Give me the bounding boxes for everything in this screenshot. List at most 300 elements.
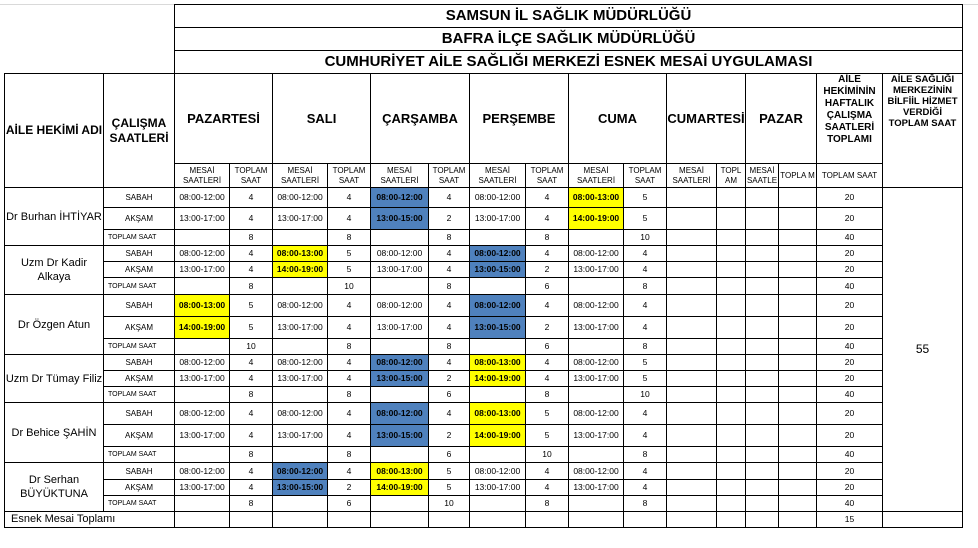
empty-weekend-cell — [717, 403, 746, 425]
empty-weekend-cell — [667, 188, 717, 208]
doctor-name: Dr Özgen Atun — [5, 295, 104, 355]
empty-weekend-cell — [717, 355, 746, 371]
empty-weekend-cell — [667, 480, 717, 496]
shift-hours-cell: 5 — [526, 403, 569, 425]
empty-weekend-cell — [717, 188, 746, 208]
day-header-saturday: CUMARTESİ — [667, 74, 746, 164]
empty-weekend-cell — [779, 463, 817, 480]
doctor-name: Dr Behice ŞAHİN — [5, 403, 104, 463]
weekly-hours-cell: 20 — [817, 463, 883, 480]
weekly-hours-cell: 20 — [817, 295, 883, 317]
doctor-column-header: AİLE HEKİMİ ADI — [5, 74, 104, 188]
empty-weekend-cell — [717, 371, 746, 387]
empty-cell — [470, 496, 526, 512]
shift-time-cell: 13:00-17:00 — [175, 262, 230, 278]
subheader-mesai: MESAİ SAATLERİ — [470, 164, 526, 188]
empty-cell — [429, 512, 470, 528]
shift-hours-cell: 4 — [230, 208, 273, 230]
empty-cell — [273, 447, 328, 463]
empty-weekend-cell — [746, 278, 779, 295]
shift-time-cell: 08:00-13:00 — [470, 403, 526, 425]
subheader-mesai: MESAİ SAATLERİ — [371, 164, 429, 188]
shift-time-cell: 13:00-17:00 — [470, 480, 526, 496]
shift-time-cell: 14:00-19:00 — [470, 425, 526, 447]
empty-weekend-cell — [779, 262, 817, 278]
daily-total-cell: 6 — [526, 339, 569, 355]
shift-time-cell: 14:00-19:00 — [470, 371, 526, 387]
empty-weekend-cell — [779, 317, 817, 339]
empty-cell — [526, 512, 569, 528]
shift-time-cell: 08:00-12:00 — [273, 295, 328, 317]
shift-time-cell: 08:00-13:00 — [175, 295, 230, 317]
daily-total-cell: 8 — [526, 496, 569, 512]
shift-hours-cell: 4 — [526, 480, 569, 496]
shift-label-evening: AKŞAM — [104, 425, 175, 447]
shift-time-cell: 13:00-17:00 — [273, 425, 328, 447]
weekly-total-cell: 40 — [817, 496, 883, 512]
title-line-2: BAFRA İLÇE SAĞLIK MÜDÜRLÜĞÜ — [175, 28, 963, 51]
daily-total-cell: 8 — [328, 387, 371, 403]
empty-weekend-cell — [667, 295, 717, 317]
daily-total-cell: 8 — [526, 230, 569, 246]
weekly-total-header: AİLE HEKİMİNİN HAFTALIK ÇALIŞMA SAATLERİ TOPLAMI — [817, 74, 883, 164]
daily-total-cell: 10 — [624, 230, 667, 246]
empty-weekend-cell — [717, 480, 746, 496]
daily-total-cell: 8 — [230, 278, 273, 295]
shift-time-cell: 14:00-19:00 — [371, 480, 429, 496]
empty-weekend-cell — [746, 480, 779, 496]
shift-time-cell: 08:00-13:00 — [470, 355, 526, 371]
empty-cell — [371, 512, 429, 528]
daily-total-cell: 10 — [328, 278, 371, 295]
subheader-toplam: TOPLAM SAAT — [526, 164, 569, 188]
weekly-total-cell: 40 — [817, 230, 883, 246]
empty-weekend-cell — [667, 278, 717, 295]
empty-cell — [569, 387, 624, 403]
empty-weekend-cell — [717, 246, 746, 262]
shift-time-cell: 08:00-12:00 — [569, 355, 624, 371]
empty-cell — [569, 496, 624, 512]
shift-hours-cell: 4 — [230, 425, 273, 447]
empty-cell — [175, 447, 230, 463]
daily-total-cell: 8 — [230, 496, 273, 512]
shift-hours-cell: 4 — [624, 480, 667, 496]
empty-weekend-cell — [717, 387, 746, 403]
day-header-wednesday: ÇARŞAMBA — [371, 74, 470, 164]
empty-weekend-cell — [746, 339, 779, 355]
empty-cell — [371, 387, 429, 403]
shift-hours-cell: 5 — [328, 246, 371, 262]
weekly-total-cell: 40 — [817, 339, 883, 355]
shift-hours-cell: 4 — [328, 208, 371, 230]
daily-total-cell: 10 — [624, 387, 667, 403]
shift-hours-cell: 4 — [230, 246, 273, 262]
daily-total-label: TOPLAM SAAT — [104, 339, 175, 355]
shift-hours-cell: 5 — [328, 262, 371, 278]
shift-label-morning: SABAH — [104, 463, 175, 480]
shift-hours-cell: 5 — [230, 317, 273, 339]
schedule-table — [4, 4, 963, 528]
empty-weekend-cell — [746, 425, 779, 447]
subheader-toplam: TOPLA M — [779, 164, 817, 188]
empty-weekend-cell — [779, 387, 817, 403]
shift-label-morning: SABAH — [104, 403, 175, 425]
shift-label-evening: AKŞAM — [104, 480, 175, 496]
empty-weekend-cell — [667, 208, 717, 230]
daily-total-cell: 8 — [230, 447, 273, 463]
shift-hours-cell: 5 — [624, 188, 667, 208]
shift-hours-cell: 4 — [429, 295, 470, 317]
shift-hours-cell: 4 — [526, 246, 569, 262]
daily-total-cell: 8 — [624, 496, 667, 512]
day-header-monday: PAZARTESİ — [175, 74, 273, 164]
shift-time-cell: 13:00-17:00 — [175, 480, 230, 496]
empty-weekend-cell — [746, 317, 779, 339]
weekly-hours-cell: 20 — [817, 480, 883, 496]
flex-hours-total-label: Esnek Mesai Toplamı — [5, 512, 175, 528]
shift-hours-cell: 4 — [526, 208, 569, 230]
empty-cell — [175, 496, 230, 512]
empty-weekend-cell — [717, 208, 746, 230]
empty-weekend-cell — [667, 387, 717, 403]
shift-hours-cell: 4 — [624, 262, 667, 278]
title-line-3: CUMHURİYET AİLE SAĞLIĞI MERKEZİ ESNEK MESAİ UYGULAMASI — [175, 51, 963, 74]
shift-hours-cell: 4 — [328, 295, 371, 317]
empty-weekend-cell — [746, 230, 779, 246]
empty-weekend-cell — [779, 496, 817, 512]
daily-total-cell: 10 — [526, 447, 569, 463]
empty-cell — [273, 496, 328, 512]
shift-time-cell: 08:00-12:00 — [175, 246, 230, 262]
shift-time-cell: 13:00-17:00 — [175, 371, 230, 387]
shift-hours-cell: 4 — [429, 246, 470, 262]
daily-total-cell: 8 — [328, 339, 371, 355]
daily-total-cell: 6 — [429, 447, 470, 463]
empty-weekend-cell — [667, 371, 717, 387]
shift-label-morning: SABAH — [104, 295, 175, 317]
shift-hours-cell: 5 — [230, 295, 273, 317]
empty-weekend-cell — [717, 447, 746, 463]
subheader-mesai: MESAİ SAATLERİ — [175, 164, 230, 188]
empty-cell — [371, 278, 429, 295]
subheader-mesai: MESAİ SAATLERİ — [273, 164, 328, 188]
shift-hours-cell: 4 — [429, 355, 470, 371]
shift-time-cell: 08:00-12:00 — [371, 246, 429, 262]
shift-hours-cell: 4 — [328, 463, 371, 480]
day-header-thursday: PERŞEMBE — [470, 74, 569, 164]
shift-time-cell: 08:00-12:00 — [470, 188, 526, 208]
shift-time-cell: 13:00-17:00 — [569, 262, 624, 278]
shift-hours-cell: 5 — [429, 480, 470, 496]
empty-weekend-cell — [717, 425, 746, 447]
doctor-name: Dr Serhan BÜYÜKTUNA — [5, 463, 104, 512]
empty-weekend-cell — [667, 339, 717, 355]
weekly-hours-cell: 20 — [817, 403, 883, 425]
empty-weekend-cell — [779, 355, 817, 371]
subheader-weekly: TOPLAM SAAT — [817, 164, 883, 188]
empty-weekend-cell — [667, 230, 717, 246]
empty-weekend-cell — [667, 246, 717, 262]
daily-total-cell: 6 — [328, 496, 371, 512]
empty-weekend-cell — [779, 371, 817, 387]
empty-cell — [667, 512, 717, 528]
empty-weekend-cell — [667, 262, 717, 278]
shift-hours-cell: 4 — [624, 425, 667, 447]
shift-hours-cell: 4 — [230, 355, 273, 371]
subheader-mesai: MESAİ SAATLE — [746, 164, 779, 188]
empty-weekend-cell — [717, 262, 746, 278]
subheader-toplam: TOPLAM SAAT — [429, 164, 470, 188]
daily-total-label: TOPLAM SAAT — [104, 278, 175, 295]
shift-time-cell: 14:00-19:00 — [273, 262, 328, 278]
shift-time-cell: 13:00-15:00 — [371, 208, 429, 230]
shift-time-cell: 08:00-12:00 — [569, 403, 624, 425]
empty-cell — [470, 339, 526, 355]
empty-weekend-cell — [779, 339, 817, 355]
shift-time-cell: 08:00-12:00 — [175, 188, 230, 208]
empty-cell — [371, 447, 429, 463]
shift-time-cell: 13:00-15:00 — [273, 480, 328, 496]
empty-cell — [470, 387, 526, 403]
empty-cell — [175, 387, 230, 403]
daily-total-cell: 8 — [624, 339, 667, 355]
shift-time-cell: 13:00-17:00 — [569, 425, 624, 447]
daily-total-cell: 6 — [526, 278, 569, 295]
empty-cell — [371, 496, 429, 512]
shift-hours-cell: 5 — [429, 463, 470, 480]
empty-weekend-cell — [746, 387, 779, 403]
empty-cell — [470, 278, 526, 295]
empty-weekend-cell — [667, 425, 717, 447]
shift-time-cell: 14:00-19:00 — [175, 317, 230, 339]
weekly-hours-cell: 20 — [817, 425, 883, 447]
shift-hours-cell: 4 — [624, 403, 667, 425]
empty-cell — [624, 512, 667, 528]
shift-hours-cell: 4 — [230, 480, 273, 496]
empty-weekend-cell — [779, 278, 817, 295]
empty-weekend-cell — [779, 447, 817, 463]
empty-cell — [746, 512, 779, 528]
weekly-hours-cell: 20 — [817, 355, 883, 371]
shift-time-cell: 08:00-12:00 — [371, 295, 429, 317]
empty-weekend-cell — [779, 188, 817, 208]
daily-total-cell: 8 — [429, 230, 470, 246]
shift-hours-cell: 4 — [526, 463, 569, 480]
empty-weekend-cell — [779, 480, 817, 496]
weekly-hours-cell: 20 — [817, 262, 883, 278]
empty-weekend-cell — [717, 317, 746, 339]
shift-time-cell: 13:00-17:00 — [273, 208, 328, 230]
shift-time-cell: 08:00-12:00 — [273, 403, 328, 425]
shift-time-cell: 13:00-17:00 — [470, 208, 526, 230]
shift-hours-cell: 4 — [328, 317, 371, 339]
shift-time-cell: 08:00-12:00 — [470, 463, 526, 480]
shift-time-cell: 08:00-12:00 — [273, 355, 328, 371]
shift-hours-cell: 4 — [230, 188, 273, 208]
shift-hours-cell: 2 — [429, 425, 470, 447]
shift-hours-cell: 4 — [526, 295, 569, 317]
empty-weekend-cell — [667, 447, 717, 463]
shift-hours-cell: 4 — [429, 262, 470, 278]
doctor-name: Dr Burhan İHTİYAR — [5, 188, 104, 246]
shift-time-cell: 13:00-17:00 — [569, 480, 624, 496]
subheader-toplam: TOPLAM SAAT — [624, 164, 667, 188]
shift-label-morning: SABAH — [104, 188, 175, 208]
shift-time-cell: 13:00-15:00 — [371, 371, 429, 387]
empty-weekend-cell — [746, 208, 779, 230]
shift-label-evening: AKŞAM — [104, 262, 175, 278]
daily-total-cell: 8 — [526, 387, 569, 403]
empty-weekend-cell — [779, 246, 817, 262]
shift-time-cell: 08:00-12:00 — [470, 246, 526, 262]
weekly-total-cell: 40 — [817, 387, 883, 403]
empty-weekend-cell — [667, 463, 717, 480]
empty-weekend-cell — [746, 496, 779, 512]
shift-hours-cell: 5 — [624, 371, 667, 387]
shift-time-cell: 08:00-12:00 — [371, 188, 429, 208]
daily-total-cell: 8 — [429, 278, 470, 295]
weekly-total-cell: 40 — [817, 278, 883, 295]
shift-time-cell: 13:00-17:00 — [175, 425, 230, 447]
empty-weekend-cell — [746, 403, 779, 425]
day-header-tuesday: SALI — [273, 74, 371, 164]
shift-hours-cell: 4 — [526, 371, 569, 387]
empty-cell — [569, 230, 624, 246]
weekly-hours-cell: 20 — [817, 188, 883, 208]
day-header-sunday: PAZAR — [746, 74, 817, 164]
shift-time-cell: 13:00-17:00 — [569, 371, 624, 387]
empty-cell — [470, 512, 526, 528]
shift-hours-cell: 2 — [328, 480, 371, 496]
empty-weekend-cell — [667, 355, 717, 371]
shift-label-evening: AKŞAM — [104, 208, 175, 230]
weekly-hours-cell: 20 — [817, 246, 883, 262]
empty-weekend-cell — [746, 262, 779, 278]
empty-weekend-cell — [717, 295, 746, 317]
empty-weekend-cell — [746, 463, 779, 480]
empty-cell — [175, 278, 230, 295]
shift-hours-cell: 2 — [429, 371, 470, 387]
shift-time-cell: 08:00-12:00 — [470, 295, 526, 317]
shift-time-cell: 13:00-15:00 — [371, 425, 429, 447]
empty-weekend-cell — [746, 447, 779, 463]
empty-weekend-cell — [746, 371, 779, 387]
daily-total-cell: 8 — [429, 339, 470, 355]
shift-hours-cell: 4 — [526, 188, 569, 208]
empty-weekend-cell — [746, 295, 779, 317]
shift-label-morning: SABAH — [104, 355, 175, 371]
weekly-total-cell: 40 — [817, 447, 883, 463]
empty-weekend-cell — [779, 425, 817, 447]
shift-time-cell: 08:00-12:00 — [569, 246, 624, 262]
shift-time-cell: 13:00-15:00 — [470, 262, 526, 278]
shift-hours-cell: 4 — [328, 425, 371, 447]
shift-hours-cell: 4 — [230, 463, 273, 480]
empty-cell — [779, 512, 817, 528]
shift-time-cell: 08:00-13:00 — [569, 188, 624, 208]
shift-time-cell: 08:00-13:00 — [273, 246, 328, 262]
shift-hours-cell: 4 — [328, 355, 371, 371]
shift-time-cell: 13:00-17:00 — [175, 208, 230, 230]
daily-total-cell: 8 — [230, 387, 273, 403]
shift-hours-cell: 4 — [429, 403, 470, 425]
shift-hours-cell: 4 — [624, 463, 667, 480]
shift-label-evening: AKŞAM — [104, 371, 175, 387]
empty-cell — [328, 512, 371, 528]
subheader-toplam: TOPL AM — [717, 164, 746, 188]
shift-time-cell: 14:00-19:00 — [569, 208, 624, 230]
title-line-1: SAMSUN İL SAĞLIK MÜDÜRLÜĞÜ — [175, 5, 963, 28]
empty-weekend-cell — [779, 208, 817, 230]
shift-hours-cell: 4 — [624, 295, 667, 317]
empty-cell — [569, 512, 624, 528]
shift-time-cell: 13:00-17:00 — [273, 371, 328, 387]
doctor-name: Uzm Dr Kadir Alkaya — [5, 246, 104, 295]
shift-time-cell: 08:00-12:00 — [371, 355, 429, 371]
shift-hours-cell: 4 — [328, 371, 371, 387]
daily-total-cell: 8 — [328, 230, 371, 246]
empty-cell — [569, 339, 624, 355]
empty-weekend-cell — [746, 188, 779, 208]
daily-total-label: TOPLAM SAAT — [104, 230, 175, 246]
empty-cell — [470, 230, 526, 246]
shift-time-cell: 08:00-12:00 — [273, 188, 328, 208]
shift-time-cell: 08:00-12:00 — [569, 463, 624, 480]
empty-weekend-cell — [717, 339, 746, 355]
empty-weekend-cell — [779, 230, 817, 246]
empty-cell — [717, 512, 746, 528]
daily-total-cell: 8 — [624, 278, 667, 295]
shift-hours-cell: 2 — [526, 317, 569, 339]
empty-cell — [273, 512, 328, 528]
empty-cell — [273, 230, 328, 246]
shift-time-cell: 13:00-17:00 — [569, 317, 624, 339]
empty-cell — [230, 512, 273, 528]
empty-cell — [273, 278, 328, 295]
doctor-name: Uzm Dr Tümay Filiz — [5, 355, 104, 403]
empty-cell — [371, 230, 429, 246]
shift-time-cell: 08:00-12:00 — [175, 355, 230, 371]
empty-weekend-cell — [746, 355, 779, 371]
empty-weekend-cell — [667, 496, 717, 512]
shift-hours-cell: 4 — [429, 317, 470, 339]
empty-weekend-cell — [746, 246, 779, 262]
shift-hours-cell: 4 — [230, 371, 273, 387]
day-header-friday: CUMA — [569, 74, 667, 164]
shift-hours-cell: 4 — [526, 355, 569, 371]
shift-label-evening: AKŞAM — [104, 317, 175, 339]
center-total-value: 55 — [883, 188, 963, 512]
empty-weekend-cell — [717, 230, 746, 246]
flex-hours-total-value: 15 — [817, 512, 883, 528]
subheader-mesai: MESAİ SAATLERİ — [667, 164, 717, 188]
daily-total-cell: 10 — [429, 496, 470, 512]
shift-time-cell: 08:00-12:00 — [175, 463, 230, 480]
shift-label-morning: SABAH — [104, 246, 175, 262]
daily-total-cell: 8 — [230, 230, 273, 246]
empty-cell — [371, 339, 429, 355]
work-hours-column-header: ÇALIŞMA SAATLERİ — [104, 74, 175, 188]
empty-cell — [569, 447, 624, 463]
shift-time-cell: 13:00-15:00 — [470, 317, 526, 339]
shift-time-cell: 13:00-17:00 — [371, 262, 429, 278]
empty-weekend-cell — [717, 496, 746, 512]
weekly-hours-cell: 20 — [817, 317, 883, 339]
shift-time-cell: 13:00-17:00 — [273, 317, 328, 339]
shift-time-cell: 08:00-12:00 — [175, 403, 230, 425]
empty-weekend-cell — [779, 403, 817, 425]
shift-hours-cell: 4 — [429, 188, 470, 208]
